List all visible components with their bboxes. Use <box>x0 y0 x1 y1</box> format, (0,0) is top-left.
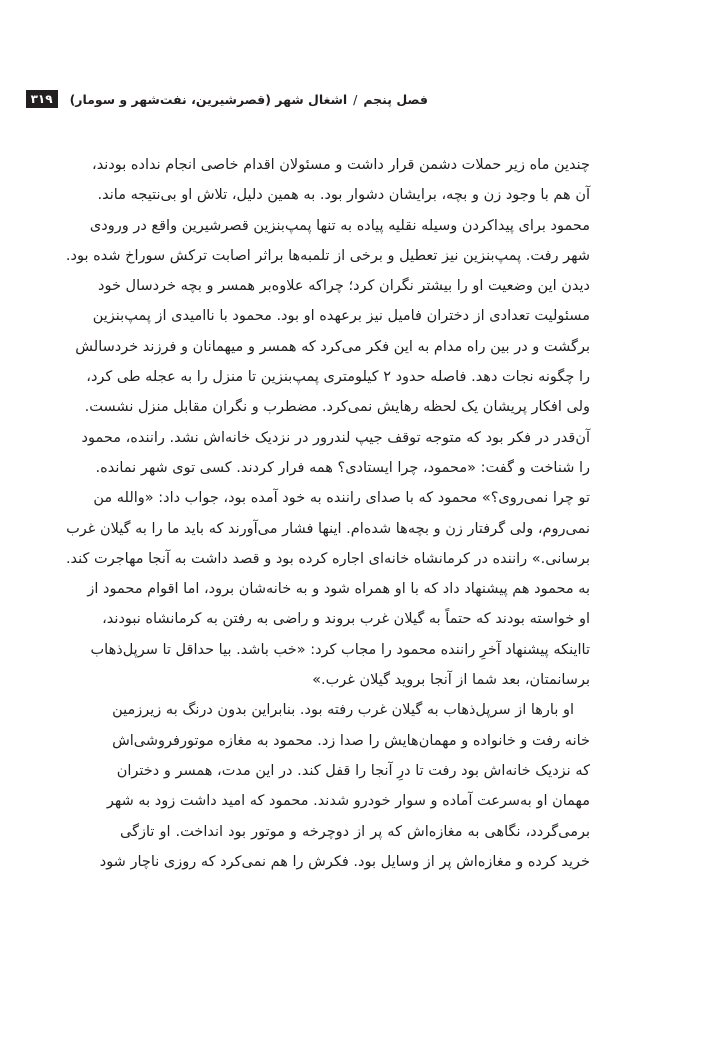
text-line: خانه رفت و خانواده و مهمان‌هایش را صدا زد. محمود به مغازه موتورفروشی‌اش <box>112 732 590 749</box>
text-line: او خواسته بودند که حتماً به گیلان غرب بروند و راضی به رفتن به کرمانشاه نبودند، <box>102 611 590 628</box>
text-line: برسانمتان، بعد شما از آنجا بروید گیلان غرب.» <box>312 672 590 689</box>
text-line: را شناخت و گفت: «محمود، چرا ایستادی؟ همه فرار کردند. کسی توی شهر نمانده. <box>95 459 590 476</box>
text-line: محمود برای پیداکردن وسیله نقلیه پیاده به تنها پمپ‌بنزین قصرشیرین واقع در ورودی <box>89 217 590 234</box>
text-line: چندین ماه زیر حملات دشمن قرار داشت و مسئولان اقدام خاصی انجام نداده بودند، <box>92 157 590 173</box>
running-head <box>30 86 438 112</box>
page-number: ۳۱۹ <box>26 90 58 108</box>
text-line: دیدن این وضعیت او را بیشتر نگران کرد؛ چراکه علاوه‌بر همسر و بچه خردسال خود <box>98 278 590 295</box>
text-line: به محمود هم پیشنهاد داد که با او همراه شود و به خانه‌شان برود، اما اقوام محمود از <box>87 581 590 598</box>
text-line: او بارها از سرپل‌ذهاب به گیلان غرب رفته بود. بنابراین بدون درنگ به زیرزمین <box>112 702 574 719</box>
text-line: برمی‌گردد، نگاهی به مغازه‌اش که پر از دوچرخه و موتور بود انداخت. او تازگی <box>120 823 590 840</box>
text-line: تو چرا نمی‌روی؟» محمود که با صدای راننده به خود آمده بود، جواب داد: «والله من <box>93 490 590 507</box>
text-line: تااینکه پیشنهاد آخرِ راننده محمود را مجاب کرد: «خب باشد. بیا حداقل تا سرپل‌ذهاب <box>90 641 590 658</box>
text-line: برسانی.» راننده در کرمانشاه خانه‌ای اجاره کرده بود و قصد داشت به آنجا مهاجرت کند. <box>65 550 590 567</box>
body-text <box>65 150 590 877</box>
text-line: مسئولیت تعدادی از دختران فامیل نیز برعهده او بود. محمود با ناامیدی از پمپ‌بنزین <box>92 308 590 325</box>
chapter-label: فصل پنجم <box>363 91 428 107</box>
text-line: نمی‌روم، ولی گرفتار زن و بچه‌ها شده‌ام. اینها فشار می‌آورند که باید ما را به گیلان غرب <box>66 520 590 537</box>
text-line: که نزدیک خانه‌اش بود رفت تا درِ آنجا را قفل کند. در این مدت، همسر و دختران <box>116 762 590 779</box>
text-line: را چگونه نجات دهد. فاصله حدود ۲ کیلومتری پمپ‌بنزین تا منزل را به عجله طی کرد، <box>86 369 590 386</box>
text-line: آن‌قدر در فکر بود که متوجه توقف جیپ لندرور در نزدیک خانه‌اش نشد. راننده، محمود <box>81 429 590 446</box>
running-head-separator: / <box>353 91 358 107</box>
chapter-title: اشغال شهر (قصرشیرین، نفت‌شهر و سومار) <box>69 91 348 107</box>
text-line: ولی افکار پریشان یک لحظه رهایش نمی‌کرد. مضطرب و نگران مقابل منزل نشست. <box>84 399 590 416</box>
text-line: مهمان او به‌سرعت آماده و سوار خودرو شدند. محمود که امید داشت زود به شهر <box>106 793 590 810</box>
text-line: خرید کرده و مغازه‌اش پر از وسایل بود. فکرش را هم نمی‌کرد که روزی ناچار شود <box>99 853 590 870</box>
text-line: شهر رفت. پمپ‌بنزین نیز تعطیل و برخی از تلمبه‌ها براثر اصابت ترکش سوراخ شده بود. <box>65 247 590 264</box>
text-line: آن هم با وجود زن و بچه، برایشان دشوار بود. به همین دلیل، تلاش او بی‌نتیجه ماند. <box>97 187 590 204</box>
text-line: برگشت و در بین راه مدام به این فکر می‌کرد که همسر و میهمانان و فرزند خردسالش <box>75 338 590 355</box>
